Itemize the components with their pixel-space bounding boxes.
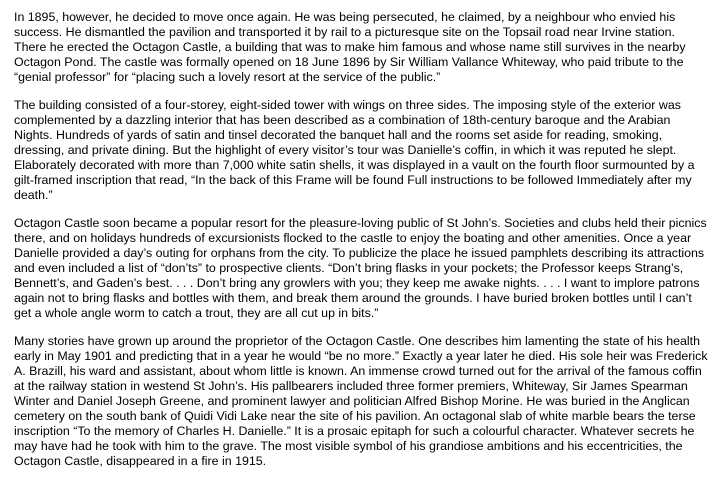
paragraph-death-and-legacy: Many stories have grown up around the proprietor of the Octagon Castle. One describes him lamenting the state of his health early in May 1901 and predicting that in a year he would “be no more.” Exactly a year later he died. His sole heir was Frederick A. Brazill, his ward and assistant, about whom little is known. An immense crowd turned out for the arrival of the famous coffin at the railway station in westend St John’s. His pallbearers included three former premiers, Whiteway, Sir James Spearman Winter and Daniel Joseph Greene, and prominent lawyer and politician Alfred Bishop Morine. He was buried in the Anglican cemetery on the south bank of Quidi Vidi Lake near the site of his pavilion. An octagonal slab of white marble bears the terse inscription “To the memory of Charles H. Danielle.” It is a prosaic epitaph for such a colourful character. Whatever secrets he may have had he took with him to the grave. The most visible symbol of his grandiose ambitions and his eccentricities, the Octagon Castle, disappeared in a fire in 1915. <box>14 334 708 468</box>
paragraph-relocation: In 1895, however, he decided to move once again. He was being persecuted, he claimed, by a neighbour who envied his success. He dismantled the pavilion and transported it by rail to a picturesque site on the Topsail road near Irvine station. There he erected the Octagon Castle, a building that was to make him famous and whose name still survives in the nearby Octagon Pond. The castle was formally opened on 18 June 1896 by Sir William Vallance Whiteway, who paid tribute to the “genial professor” for “placing such a lovely resort at the service of the public.” <box>14 10 686 84</box>
paragraph-popular-resort: Octagon Castle soon became a popular resort for the pleasure-loving public of St John’s. Societies and clubs held their picnics there, and on holidays hundreds of excursionists flocked to the castle to enjoy the boating and other amenities. Once a year Danielle provided a day’s outing for orphans from the city. To publicize the place he issued pamphlets describing its attractions and even included a list of “don’ts” to prospective clients. “Don’t bring flasks in your pockets; the Professor keeps Strang’s, Bennett’s, and Gaden’s best. . . . Don’t bring any growlers with you; they keep me awake nights. . . . I want to implore patrons again not to bring flasks and bottles with them, and break them around the grounds. I have buried broken bottles until I can’t get a whole angle worm to catch a trout, they are all cut up in bits.” <box>14 216 707 320</box>
paragraph-building-description: The building consisted of a four-storey, eight-sided tower with wings on three sides. The imposing style of the exterior was complemented by a dazzling interior that has been described as a combination of 18th-century baroque and the Arabian Nights. Hundreds of yards of satin and tinsel decorated the banquet hall and the rooms set aside for reading, smoking, dressing, and private dining. But the highlight of every visitor’s tour was Danielle’s coffin, in which it was reputed he slept. Elaborately decorated with more than 7,000 white satin shells, it was displayed in a vault on the fourth floor surmounted by a gilt-framed inscription that read, “In the back of this Frame will be found Full instructions to be followed Immediately after my death.” <box>14 98 695 202</box>
